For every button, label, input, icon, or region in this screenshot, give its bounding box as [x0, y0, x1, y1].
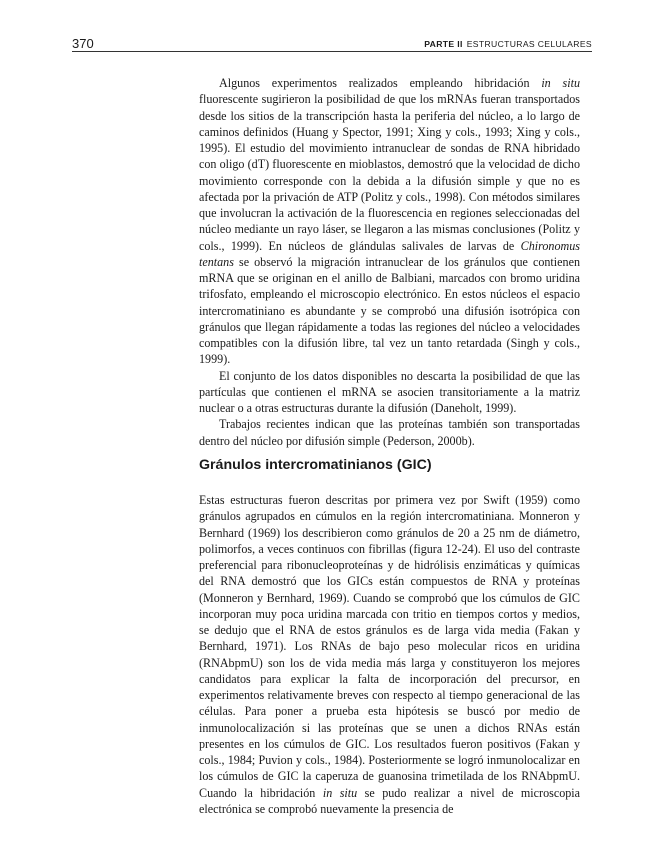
section-heading: Gránulos intercromatinianos (GIC) — [199, 457, 432, 473]
italic-species: Chironomus tentans — [199, 238, 580, 269]
paragraph-1 — [199, 75, 580, 368]
page-number: 370 — [72, 36, 94, 51]
text-run: se observó la migración intranuclear de los gránulos que contienen mRNA que se originan en el anillo de Balbiani, marcados con bromo uridina trifosfato, empleando el microscopio electrónico. En estos núcleos el espacio intercromatiniano es abundante y se comprobó una difusión isotrópica con gránulos que llegan rápidamente a todas las regiones del núcleo a velocidades compatibles con la difusión libre, tal vez un tanto retardada (Singh y cols., 1999). — [199, 254, 580, 367]
italic-term: in situ — [541, 76, 580, 90]
header-rule — [72, 51, 592, 52]
section-text — [199, 492, 580, 817]
italic-term: in situ — [322, 785, 358, 800]
section-paragraph — [199, 492, 580, 817]
intro-text — [199, 75, 580, 449]
text-run: fluorescente sugirieron la posibilidad de que los mRNAs fueran transportados desde los sitios de la transcripción hasta la periferia del núcleo, a lo largo de caminos definidos (Huang y Spector, 1991; Xing y cols., 1993; Xing y cols., 1995). El estudio del movimiento intranuclear de sondas de RNA hibridado con oligo (dT) fluorescente en mioblastos, demostró que la velocidad de dicho movimiento corresponde con la debida a la difusión simple y que no es afectada por la privación de ATP (Politz y cols., 1998). Con métodos similares que involucran la activación de la fluorescencia en regiones seleccionadas del núcleo mediante un rayo láser, se llegaron a las mismas conclusiones (Politz y cols., 1999). En núcleos de glándulas salivales de larvas de — [199, 92, 580, 253]
paragraph-2: El conjunto de los datos disponibles no descarta la posibilidad de que las partículas que contienen el mRNA se asocien transitoriamente a la matriz nuclear o a otras estructuras durante la difusión (Daneholt, 1999). — [199, 368, 580, 415]
section-title: ESTRUCTURAS CELULARES — [466, 39, 592, 49]
part-label: PARTE II — [424, 39, 463, 49]
page-header — [72, 36, 592, 53]
paragraph-3: Trabajos recientes indican que las proteínas también son transportadas dentro del núcleo por difusión simple (Pederson, 2000b). — [199, 417, 580, 448]
text-run: se pudo realizar a nivel de microscopia electrónica se comprobó nuevamente la presencia de — [199, 785, 581, 816]
text-run: Estas estructuras fueron descritas por primera vez por Swift (1959) como gránulos agrupados en cúmulos en la región intercromatiniana. Monneron y Bernhard (1969) los describieron como gránulos de 20 a 25 nm de diámetro, polimorfos, a veces continuos con fibrillas (figura 12-24). El uso del contraste preferencial para ribonucleoproteínas y de hidrólisis enzimáticas y químicas del RNA demostró que los GICs están compuestos de RNA y proteínas (Monneron y Bernhard, 1969). Cuando se comprobó que los cúmulos de GIC incorporan muy poca uridina marcada con tritio en tiempos cortos y medios, se dedujo que el RNA de estos gránulos es de larga vida media (Fakan y Bernhard, 1971). Los RNAs de bajo peso molecular ricos en uridina (RNAbpmU) son los de vida media más larga y constituyeron los mejores candidatos para explicar la falta de incorporación del precursor, en experimentos relativamente breves con respecto al tiempo generacional de las células. Para poner a prueba esta hipótesis se buscó por medio de inmunolocalización si las proteínas que se unen a dichos RNAs están presentes en los cúmulos de GIC. Los resultados fueron positivos (Fakan y cols., 1984; Puvion y cols., 1984). Posteriormente se logró inmunolocalizar en los cúmulos de GIC la caperuza de guanosina trimetilada de los RNAbpmU. Cuando la hibridación — [199, 493, 580, 800]
text-run: Algunos experimentos realizados empleando hibridación — [219, 76, 542, 90]
running-head — [424, 38, 592, 50]
